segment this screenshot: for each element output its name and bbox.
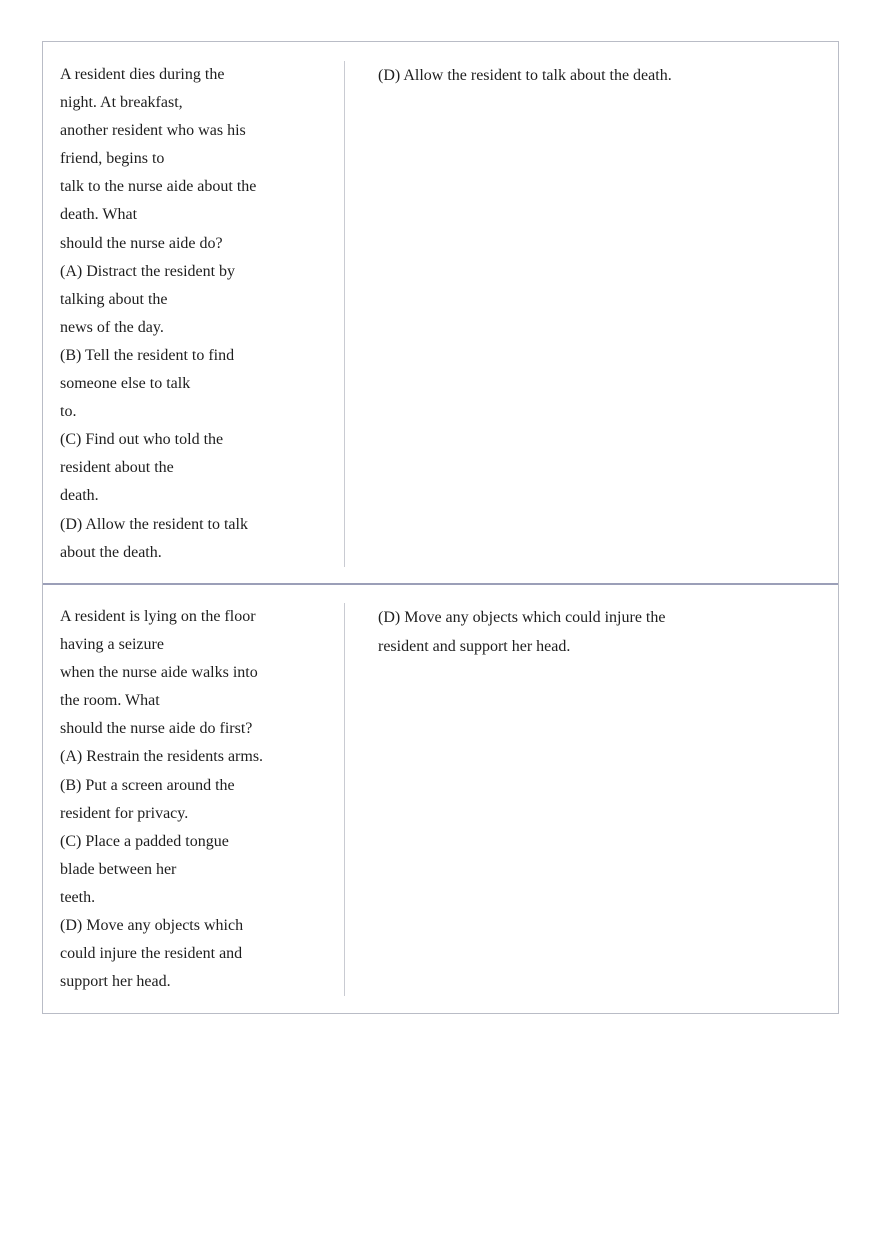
option-d: (D) Allow the resident to talk [60,515,248,533]
question-line: night. At breakfast, [60,94,183,112]
option-a: talking about the [60,290,168,308]
question-line: should the nurse aide do? [60,234,223,252]
option-b: (B) Put a screen around the [60,776,235,794]
option-c: (C) Place a padded tongue [60,832,229,850]
option-c: resident about the [60,459,174,477]
question-line: having a seizure [60,636,164,654]
option-c: (C) Find out who told the [60,431,224,449]
question-text [60,61,286,567]
column-divider [344,61,345,567]
question-line: another resident who was his [60,122,246,140]
question-line: talk to the nurse aide about the [60,178,257,196]
question-line: friend, begins to [60,150,165,168]
answer-line: (D) Allow the resident to talk about the death. [378,67,672,84]
option-d: (D) Move any objects which [60,917,244,935]
option-b: to. [60,403,77,421]
question-text [60,603,286,996]
answer-text [378,603,708,661]
column-divider [344,603,345,996]
option-c: teeth. [60,888,96,906]
option-a: (A) Distract the resident by [60,262,236,280]
option-b: resident for privacy. [60,804,189,822]
option-b: someone else to talk [60,375,191,393]
option-c: death. [60,487,99,505]
option-d: about the death. [60,543,162,561]
option-a: (A) Restrain the residents arms. [60,748,264,766]
question-line: A resident is lying on the floor [60,608,256,625]
answer-line: (D) Move any objects which could injure the [378,609,666,626]
answer-line: resident and support her head. [378,638,571,655]
option-d: support her head. [60,973,171,991]
question-line: A resident dies during the [60,66,225,83]
question-line: death. What [60,206,138,224]
flashcard-table [42,41,839,1014]
question-line: when the nurse aide walks into [60,664,258,682]
option-c: blade between her [60,860,177,878]
option-d: could injure the resident and [60,945,243,963]
flashcard-2 [43,585,838,1013]
flashcard-1 [43,42,838,585]
option-b: (B) Tell the resident to find [60,346,235,364]
answer-text [378,61,708,90]
question-line: should the nurse aide do first? [60,720,253,738]
question-line: the room. What [60,692,160,710]
option-a: news of the day. [60,318,164,336]
